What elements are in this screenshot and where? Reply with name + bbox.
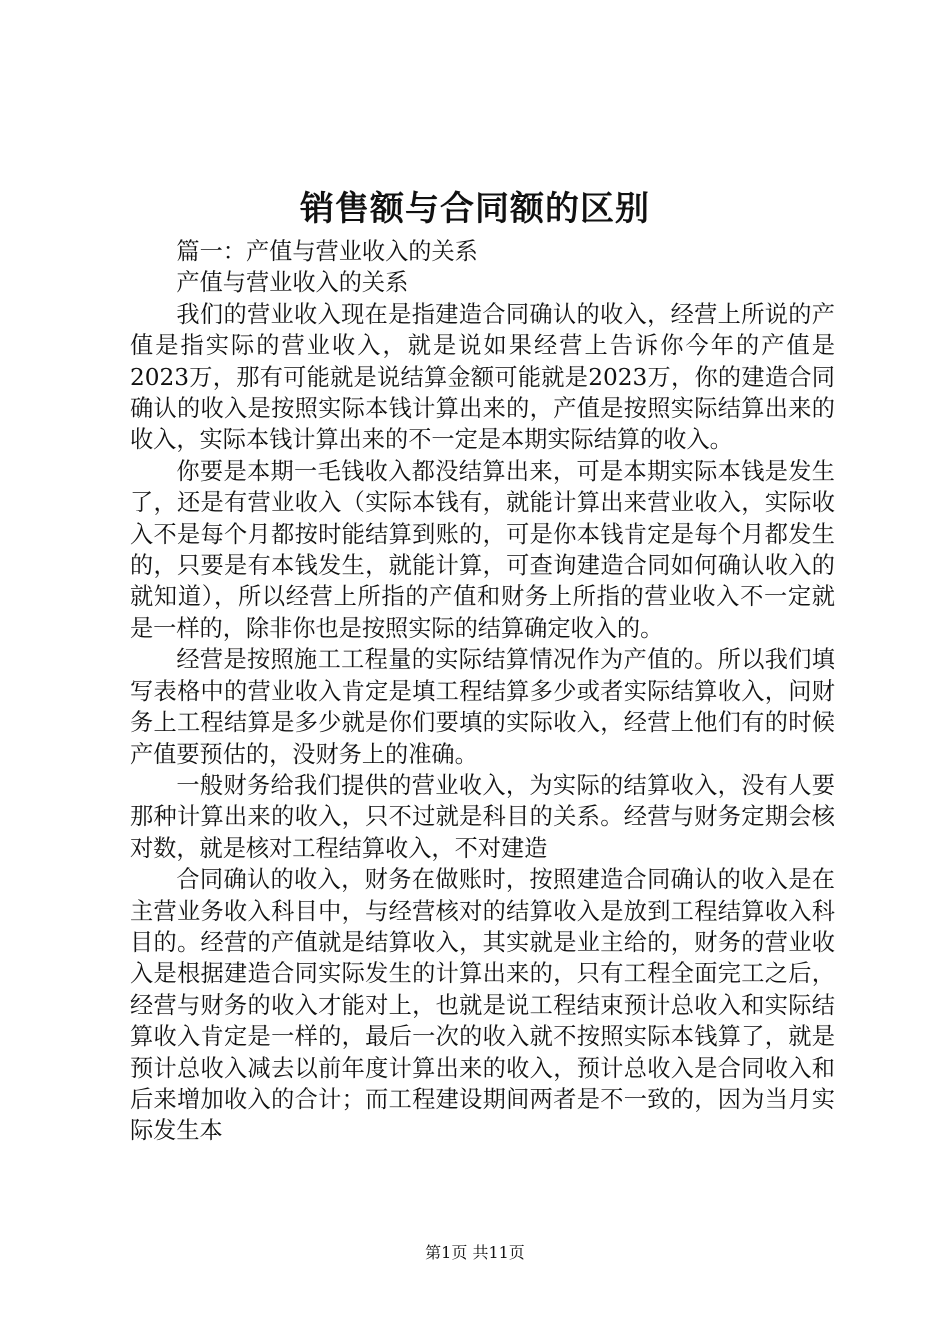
subsection-heading: 产值与营业收入的关系 [176,269,409,297]
paragraph: 合同确认的收入，财务在做账时，按照建造合同确认的收入是在主营业务收入科目中，与经营核对的结算收入是放到工程结算收入科目的。经营的产值就是结算收入，其实就是业主给的，财务的营业收入是根据建造合同实际发生的计算出来的，只有工程全面完工之后，经营与财务的收入才能对上，也就是说工程结束预计总收入和实际结算收入肯定是一样的，最后一次的收入就不按照实际本钱算了，就是预计总收入减去以前年度计算出来的收入，预计总收入是合同收入和后来增加收入的合计；而工程建设期间两者是不一致的，因为当月实际发生本 [130,866,835,1145]
section-heading: 篇一：产值与营业收入的关系 [176,238,478,265]
paragraph: 经营是按照施工工程量的实际结算情况作为产值的。所以我们填写表格中的营业收入肯定是填工程结算多少或者实际结算收入，问财务上工程结算是多少就是你们要填的实际收入，经营上他们有的时候产值要预估的，没财务上的准确。 [130,646,835,768]
document-body [130,236,835,1147]
page-number-footer: 第1页 共11页 [425,1243,525,1262]
document-title: 销售额与合同额的区别 [300,189,650,229]
paragraph: 一般财务给我们提供的营业收入，为实际的结算收入，没有人要那种计算出来的收入，只不过就是科目的关系。经营与财务定期会核对数，就是核对工程结算收入，不对建造 [130,771,835,862]
paragraph: 我们的营业收入现在是指建造合同确认的收入，经营上所说的产值是指实际的营业收入，就是说如果经营上告诉你今年的产值是2023万，那有可能就是说结算金额可能就是2023万，你的建造合同确认的收入是按照实际本钱计算出来的，产值是按照实际结算出来的收入，实际本钱计算出来的不一定是本期实际结算的收入。 [130,300,835,454]
paragraph: 你要是本期一毛钱收入都没结算出来，可是本期实际本钱是发生了，还是有营业收入（实际本钱有，就能计算出来营业收入，实际收入不是每个月都按时能结算到账的，可是你本钱肯定是每个月都发生的，只要是有本钱发生，就能计算，可查询建造合同如何确认收入的就知道），所以经营上所指的产值和财务上所指的营业收入不一定就是一样的，除非你也是按照实际的结算确定收入的。 [130,457,835,642]
